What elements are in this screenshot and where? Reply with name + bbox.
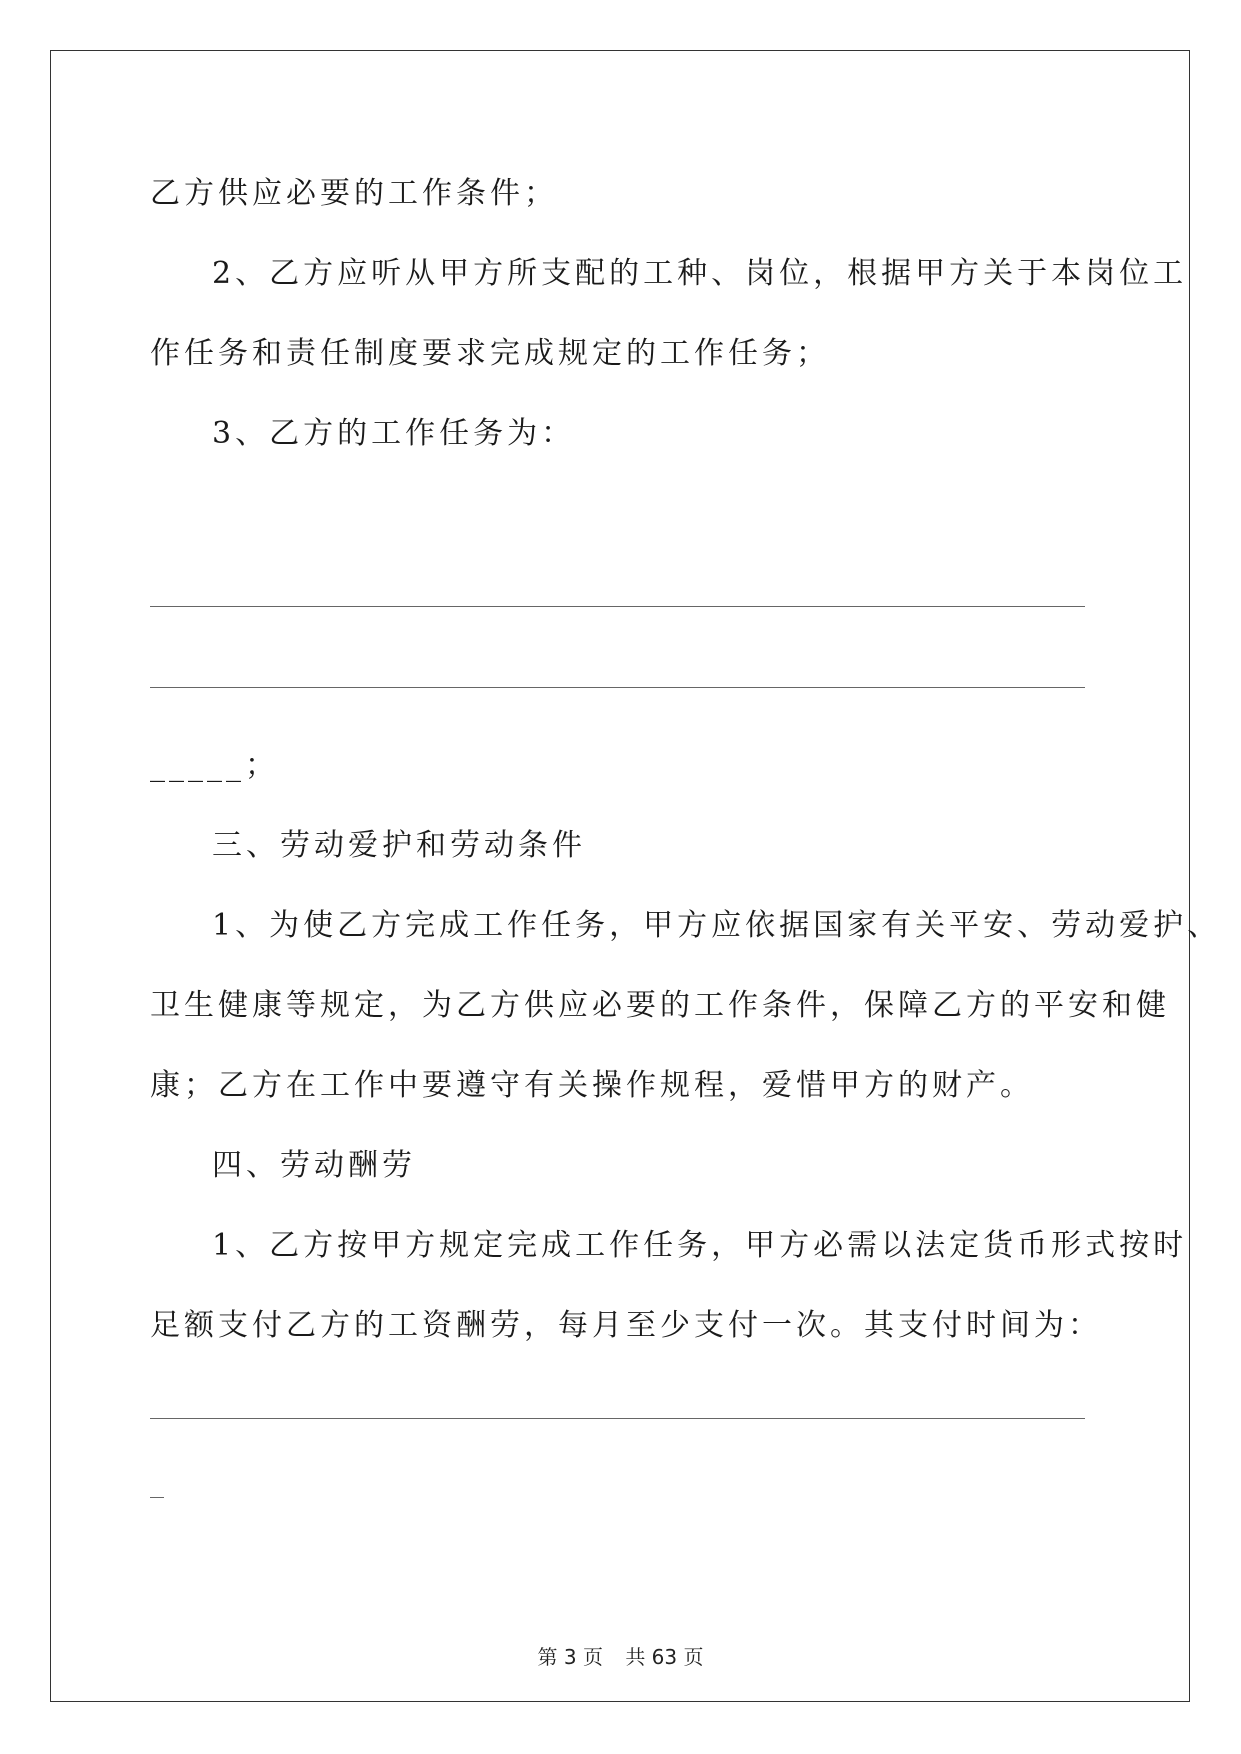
- text-line: 乙方供应必要的工作条件；: [150, 176, 558, 211]
- text-line: 卫生健康等规定，为乙方供应必要的工作条件，保障乙方的平安和健: [150, 988, 1170, 1023]
- text-line: 1、乙方按甲方规定完成工作任务，甲方必需以法定货币形式按时: [212, 1228, 1188, 1263]
- blank-fill-line: [150, 687, 1085, 688]
- section-heading: 三、劳动爱护和劳动条件: [212, 828, 586, 863]
- blank-fill-line: [150, 606, 1085, 607]
- page-number: 第 3 页: [537, 1645, 603, 1669]
- text-line: 康；乙方在工作中要遵守有关操作规程，爱惜甲方的财产。: [150, 1068, 1034, 1103]
- text-line: 作任务和责任制度要求完成规定的工作任务；: [150, 336, 830, 371]
- section-heading: 四、劳动酬劳: [212, 1148, 416, 1183]
- text-line: 3、乙方的工作任务为：: [212, 416, 576, 451]
- text-line: _____；: [150, 748, 279, 783]
- text-line: 1、为使乙方完成工作任务，甲方应依据国家有关平安、劳动爱护、: [212, 908, 1222, 943]
- blank-fill-line: [150, 1497, 164, 1498]
- text-line: 2、乙方应听从甲方所支配的工种、岗位，根据甲方关于本岗位工: [212, 256, 1188, 291]
- page-frame: [50, 50, 1190, 1702]
- text-line: 足额支付乙方的工资酬劳，每月至少支付一次。其支付时间为：: [150, 1308, 1102, 1343]
- blank-fill-line: [150, 1418, 1085, 1419]
- page-footer: [0, 1641, 1241, 1670]
- page-total: 共 63 页: [625, 1645, 704, 1669]
